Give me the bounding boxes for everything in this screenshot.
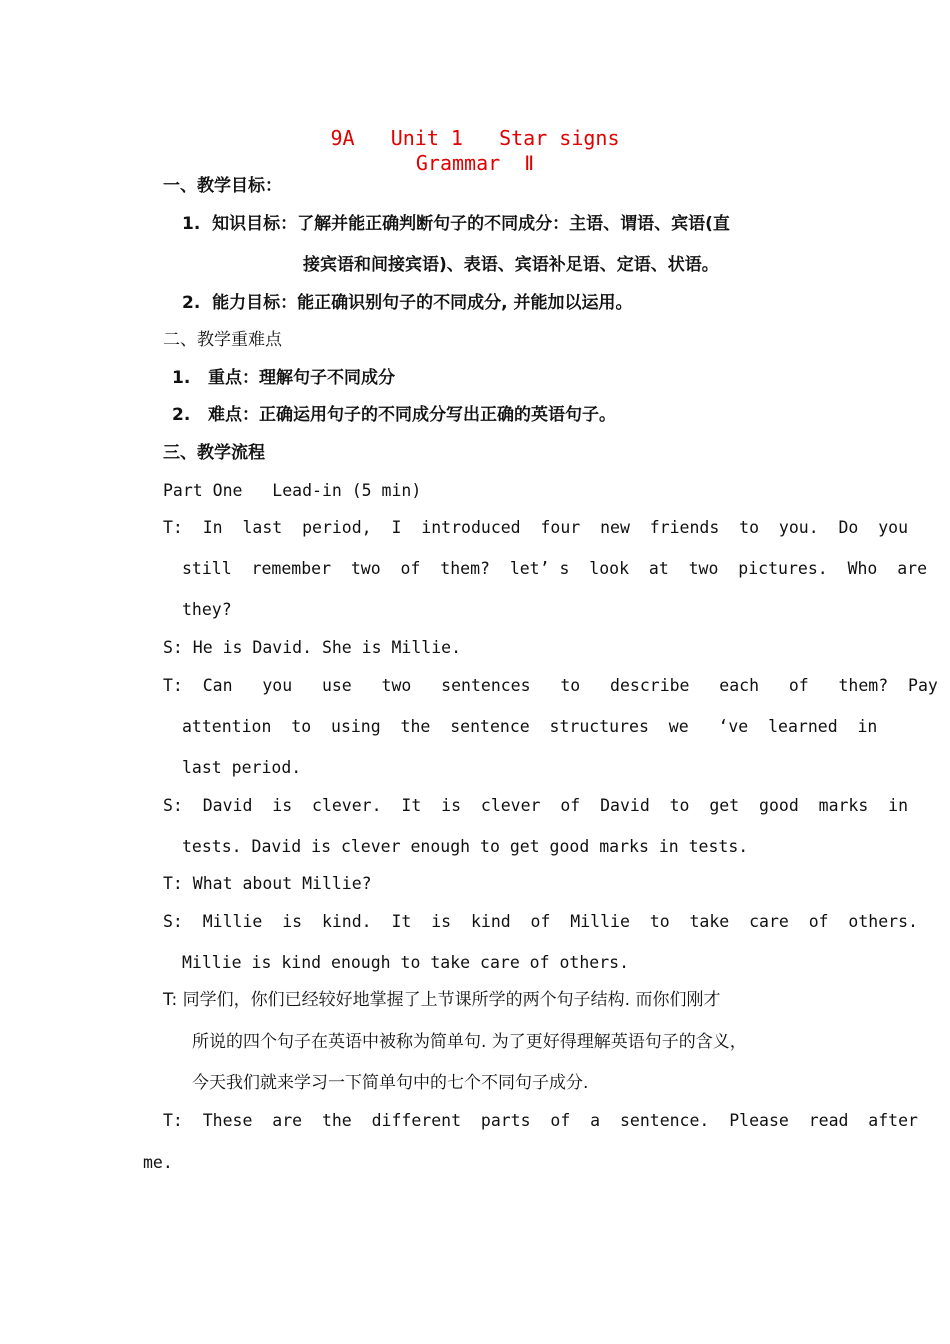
section-heading-procedure: 三、教学流程 <box>163 443 265 463</box>
focus-key-point: 1. 重点：理解句子不同成分 <box>172 368 396 388</box>
dialogue-line: T: What about Millie? <box>163 874 372 893</box>
dialogue-line: T: 同学们，你们已经较好地掌握了上节课所学的两个句子结构. 而你们刚才 <box>163 990 721 1010</box>
dialogue-line: me. <box>143 1153 173 1172</box>
dialogue-line: last period. <box>182 758 302 777</box>
dialogue-line: attention to using the sentence structures we ‘ve learned in <box>182 717 878 736</box>
dialogue-line: 所说的四个句子在英语中被称为简单句. 为了更好得理解英语句子的含义， <box>192 1032 747 1052</box>
objective-knowledge: 1. 知识目标：了解并能正确判断句子的不同成分：主语、谓语、宾语(直 <box>182 214 730 234</box>
dialogue-line: they? <box>182 600 232 619</box>
dialogue-line: S: Millie is kind. It is kind of Millie to take care of others. <box>163 912 918 931</box>
dialogue-line: 今天我们就来学习一下简单句中的七个不同句子成分. <box>192 1073 589 1093</box>
dialogue-line: T: Can you use two sentences to describe each of them? Pay <box>163 676 938 695</box>
dialogue-line: T: In last period, I introduced four new friends to you. Do you <box>163 518 909 537</box>
dialogue-line: T: These are the different parts of a sentence. Please read after <box>163 1111 918 1130</box>
section-heading-objectives: 一、教学目标： <box>163 176 282 196</box>
dialogue-line: still remember two of them? let’ s look at two pictures. Who are <box>182 559 928 578</box>
section-heading-focus: 二、教学重难点 <box>163 330 282 350</box>
objective-ability: 2. 能力目标：能正确识别句子的不同成分, 并能加以运用。 <box>182 293 633 313</box>
document-title: 9A Unit 1 Star signs <box>330 126 620 150</box>
dialogue-line: S: He is David. She is Millie. <box>163 638 462 657</box>
objective-knowledge-cont: 接宾语和间接宾语)、表语、宾语补足语、定语、状语。 <box>303 255 719 275</box>
dialogue-line: tests. David is clever enough to get good marks in tests. <box>182 837 749 856</box>
document-subtitle: Grammar Ⅱ <box>415 151 535 175</box>
dialogue-line: Millie is kind enough to take care of others. <box>182 953 630 972</box>
part-one-heading: Part One Lead-in (5 min) <box>163 481 422 500</box>
dialogue-line: S: David is clever. It is clever of David to get good marks in <box>163 796 909 815</box>
focus-difficult-point: 2. 难点：正确运用句子的不同成分写出正确的英语句子。 <box>172 405 617 425</box>
